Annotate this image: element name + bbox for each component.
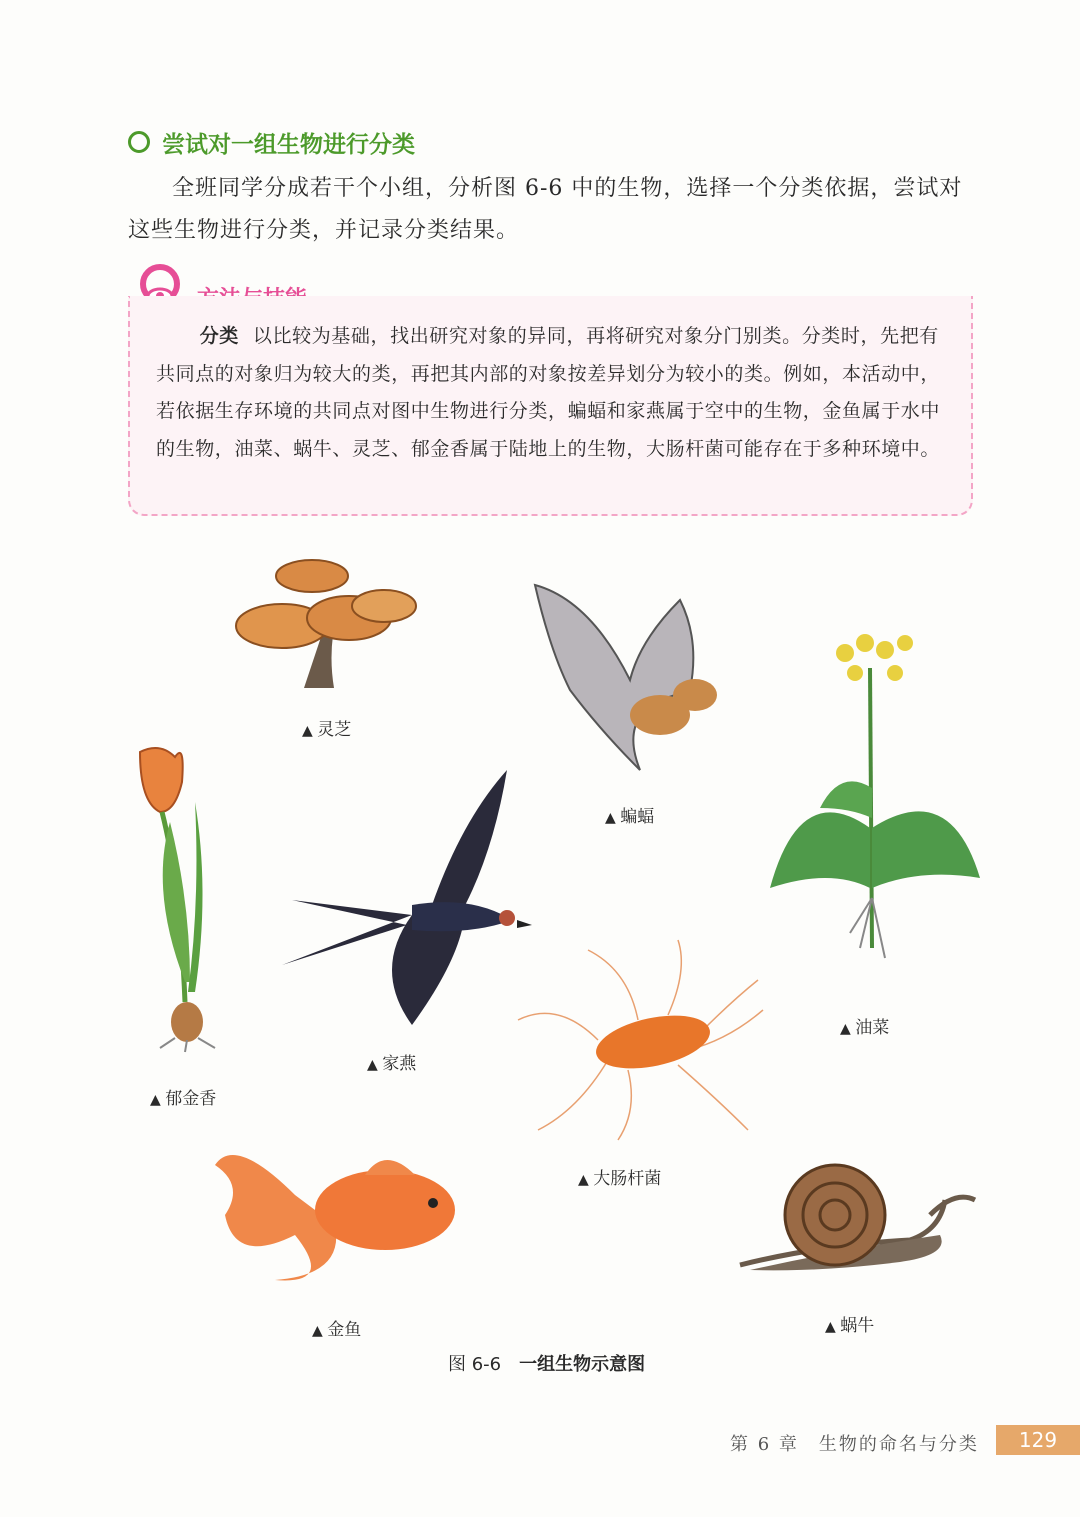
caption-lingzhi: ▲ 灵芝: [302, 715, 351, 740]
caption-rapeseed: ▲ 油菜: [840, 1013, 889, 1038]
method-paragraph: [156, 318, 956, 468]
goldfish-illustration: [215, 1135, 460, 1285]
page-number: 129: [996, 1425, 1080, 1455]
activity-heading: [128, 126, 415, 158]
lingzhi-illustration: [234, 548, 419, 693]
figure-title: 一组生物示意图: [519, 1354, 646, 1375]
figure-caption: [448, 1350, 645, 1376]
ecoli-illustration: [518, 940, 763, 1140]
caption-snail: ▲ 蜗牛: [825, 1311, 874, 1336]
activity-title: 尝试对一组生物进行分类: [162, 131, 415, 158]
caption-bat: ▲ 蝙蝠: [605, 802, 654, 827]
tulip-illustration: [130, 742, 240, 1052]
caption-swallow: ▲ 家燕: [367, 1049, 416, 1074]
chapter-footer: 第 6 章 生物的命名与分类: [730, 1434, 979, 1455]
circle-bullet-icon: [128, 131, 150, 153]
method-term: 分类: [199, 325, 239, 347]
caption-ecoli: ▲ 大肠杆菌: [578, 1164, 661, 1189]
bat-illustration: [530, 580, 725, 775]
swallow-illustration: [282, 770, 532, 1025]
activity-paragraph: 全班同学分成若干个小组，分析图 6-6 中的生物，选择一个分类依据，尝试对这些生物进行分类，并记录分类结果。: [128, 176, 963, 243]
figure-number: 图 6-6: [448, 1354, 502, 1375]
caption-tulip: ▲ 郁金香: [150, 1084, 216, 1109]
rapeseed-illustration: [760, 628, 985, 978]
snail-illustration: [740, 1160, 975, 1280]
method-text: 以比较为基础，找出研究对象的异同，再将研究对象分门别类。分类时，先把有共同点的对象归为较大的类，再把其内部的对象按差异划分为较小的类。例如，本活动中，若依据生存环境的共同点对图中生物进行分类，蝙蝠和家燕属于空中的生物，金鱼属于水中的生物，油菜、蜗牛、灵芝、郁金香属于陆地上的生物，大肠杆菌可能存在于多种环境中。: [156, 325, 941, 460]
caption-goldfish: ▲ 金鱼: [312, 1315, 361, 1340]
